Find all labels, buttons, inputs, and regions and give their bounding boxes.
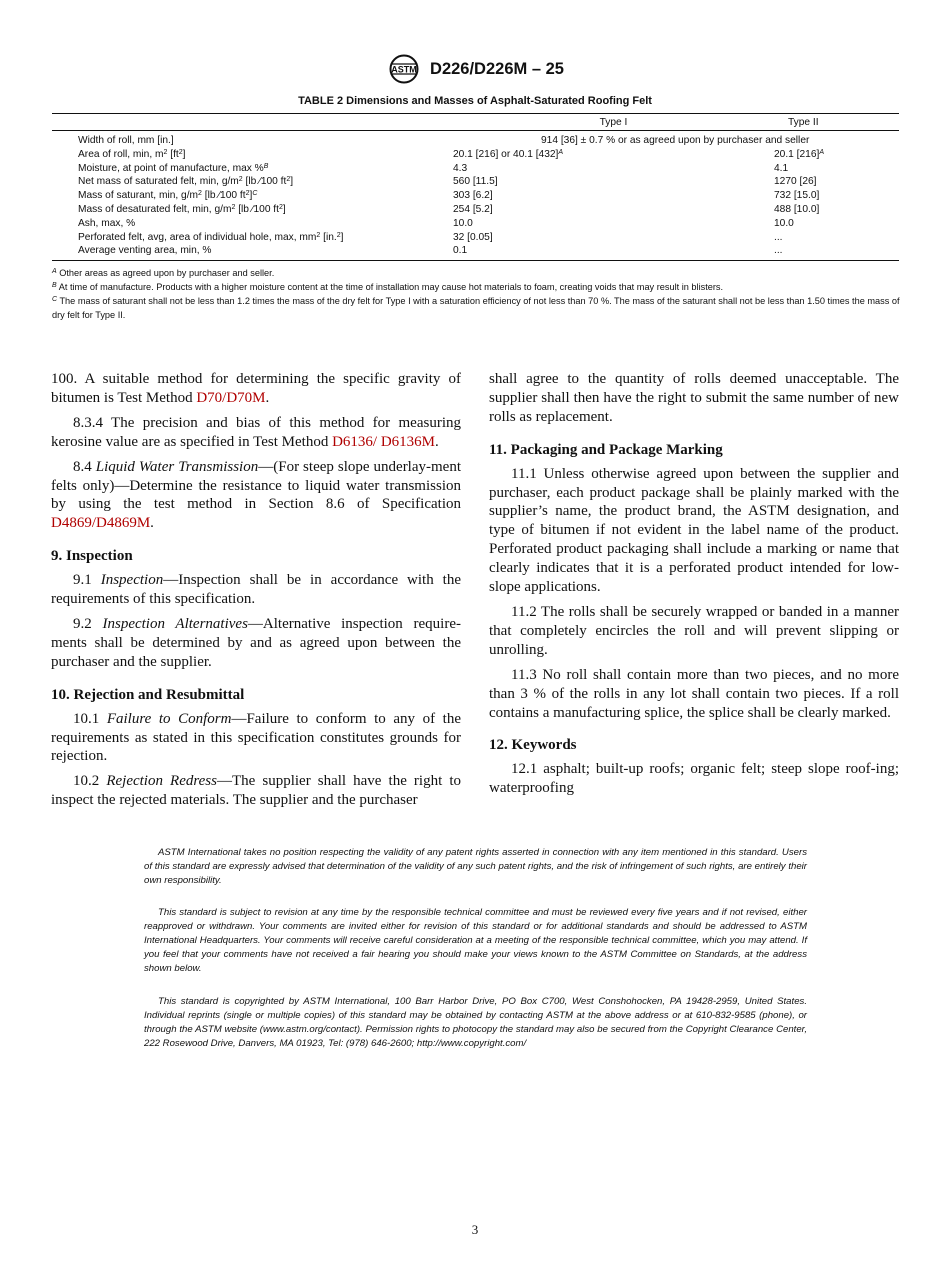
table-header-property xyxy=(52,114,453,131)
paragraph-10-2: 10.2 Rejection Redress—The supplier shall have the right to inspect the rejected materials. The supplier and the purchaser xyxy=(51,773,461,809)
astm-logo-text: ASTM xyxy=(391,64,417,75)
paragraph-10-2-end: shall agree to the quantity of rolls deemed unacceptable. The supplier shall then have the right to submit the same number of new rolls as replacement. xyxy=(489,371,899,425)
paragraph-8-3-3-end: 100. A suitable method for determining the specific gravity of bitumen is Test Method D70/D70M. xyxy=(51,371,461,406)
table-row xyxy=(52,203,899,217)
link-d70[interactable]: D70/D70M xyxy=(196,389,266,406)
paragraph-9-2: 9.2 Inspection Alternatives—Alternative inspection require-ments shall be determined by and as agreed upon between the purchaser and the supplier. xyxy=(51,615,461,670)
standard-designation: D226/D226M – 25 xyxy=(430,59,564,78)
link-d4869[interactable]: D4869/D4869M xyxy=(51,515,151,532)
section-heading-12: 12. Keywords xyxy=(489,737,577,754)
paragraph-8-3-4: 8.3.4 The precision and bias of this method for measuring kerosine value are as specified in Test Method D6136/ D6136M. xyxy=(51,414,461,450)
row-value-type-i: 560 [11.5] xyxy=(453,176,498,188)
table-header-type-i: Type I xyxy=(453,114,774,131)
row-value-type-i: 254 [5.2] xyxy=(453,203,493,215)
row-value-type-ii: 488 [10.0] xyxy=(774,203,820,215)
page-number: 3 xyxy=(471,1222,479,1237)
row-label: Perforated felt, avg, area of individual hole, max, $mm^2$ [in.$^2$] xyxy=(78,231,344,243)
row-value-type-ii: ... xyxy=(774,231,783,243)
table-row xyxy=(52,231,899,245)
link-d6136[interactable]: D6136/ D6136M xyxy=(332,433,436,450)
table-row xyxy=(52,217,899,231)
paragraph-9-1: 9.1 Inspection—Inspection shall be in accordance with the requirements of this specification. xyxy=(51,572,462,608)
dimensions-masses-table xyxy=(52,113,899,261)
row-value-type-ii: 4.1 xyxy=(774,162,789,174)
row-value-span: 914 [36] ± 0.7 % or as agreed upon by purchaser and seller xyxy=(541,135,810,146)
left-column xyxy=(51,370,461,816)
footnote-a: $^A$ Other areas as agreed upon by purchaser and seller. xyxy=(52,268,275,278)
table-row xyxy=(52,131,899,148)
revision-notice: This standard is subject to revision at any time by the responsible technical committee and must be reviewed every five years and if not revised, either reapproved or withdrawn. Your comments are invited either for revision of this standard or for additional standards and should be addressed to ASTM International Headquarters. Your comments will receive careful consideration at a meeting of the responsible technical committee, which you may attend. If you feel that your comments have not received a fair hearing you should make your views known to the ASTM Committee on Standards, at the address shown below. xyxy=(144,907,807,974)
row-label: Moisture, at point of manufacture, max %$^B$ xyxy=(78,162,269,174)
row-value-type-i: 10.0 xyxy=(453,217,473,229)
astm-logo-icon xyxy=(386,54,422,84)
footnote-c: $^C$ The mass of saturant shall not be less than 1.2 times the mass of the dry felt for Type I with a saturation efficiency of not less than 70 %. The mass of the saturant shall not be less than 1.50 times the mass of dry felt for Type II. xyxy=(52,296,900,320)
table-row xyxy=(52,175,899,189)
row-value-type-ii: 20.1 $[216]^A$ xyxy=(774,148,824,160)
table-row xyxy=(52,148,899,162)
row-value-type-i: 32 [0.05] xyxy=(453,231,493,243)
right-column xyxy=(489,370,899,804)
row-value-type-i: 4.3 xyxy=(453,162,468,174)
row-value-type-i: 0.1 xyxy=(453,244,774,260)
table-row xyxy=(52,189,899,203)
copyright-notice: This standard is copyrighted by ASTM International, 100 Barr Harbor Drive, PO Box C700, West Conshohocken, PA 19428-2959, United States. Individual reprints (single or multiple copies) of this standard may be obtained by contacting ASTM at the above address or at 610-832-9585 (phone), or through the ASTM website (www.astm.org/contact). Permission rights to photocopy the standard may also be secured from the Copyright Clearance Center, 222 Rosewood Drive, Danvers, MA 01923, Tel: (978) 646-2600; http://www.copyright.com/ xyxy=(144,996,807,1049)
patent-notice: ASTM International takes no position respecting the validity of any patent rights asserted in connection with any item mentioned in this standard. Users of this standard are expressly advised that determination of the validity of any such patent rights, and the risk of infringement of such rights, are entirely their own responsibility. xyxy=(144,847,807,886)
table-header-row xyxy=(52,114,899,131)
row-value-type-ii: 732 [15.0] xyxy=(774,190,820,202)
footnote-b: $^B$ At time of manufacture. Products with a higher moisture content at the time of installation may cause hot materials to foam, creating voids that may result in blisters. xyxy=(52,282,724,292)
paragraph-11-3: 11.3 No roll shall contain more than two pieces, and no more than 3 % of the rolls in any lot shall contain two pieces. If a roll contains a manufacturing splice, the splice shall be clearly marked. xyxy=(489,666,899,721)
row-label: Area of roll, min, $m^2$ $[ft^2]$ xyxy=(78,148,186,160)
paragraph-11-2: 11.2 The rolls shall be securely wrapped or banded in a manner that completely encircles the roll and will prevent slipping or unrolling. xyxy=(489,603,899,658)
row-value-type-ii: 10.0 xyxy=(774,217,794,229)
row-label: Ash, max, % xyxy=(78,217,136,229)
paragraph-10-1: 10.1 Failure to Conform—Failure to conform to any of the requirements as stated in this specification constitutes grounds for rejection. xyxy=(51,710,462,765)
row-label: Mass of desaturated felt, min, $g/m^2$ [lb ⁄100 $ft^2$] xyxy=(78,203,286,215)
row-label: Mass of saturant, min, $g/m^2$ [lb ⁄100 $ft^2]^C$ xyxy=(78,190,258,202)
section-heading-9: 9. Inspection xyxy=(51,548,133,565)
table-row xyxy=(52,162,899,176)
row-value-type-ii: 1270 [26] xyxy=(774,176,817,188)
row-value-type-i: 303 [6.2] xyxy=(453,190,493,202)
section-heading-11: 11. Packaging and Package Marking xyxy=(489,441,723,458)
paragraph-11-1: 11.1 Unless otherwise agreed upon between the supplier and purchaser, each product package shall be plainly marked with the supplier’s name, the product brand, the ASTM designation, and type of bitumen if not evident in the label name of the product. Perforated product packaging shall include a marking or name that clearly indicates that it is a perforated product intended for low-slope applications. xyxy=(489,465,899,596)
page-header xyxy=(0,54,950,84)
row-label: Width of roll, mm [in.] xyxy=(78,135,174,146)
table-header-type-ii: Type II xyxy=(774,114,899,131)
row-value-type-i: 20.1 [216] or 40.1 $[432]^A$ xyxy=(453,148,564,160)
row-label: Average venting area, min, % xyxy=(52,244,453,260)
row-label: Net mass of saturated felt, min, $g/m^2$ [lb ⁄100 $ft^2$] xyxy=(78,176,294,188)
section-heading-10: 10. Rejection and Resubmittal xyxy=(51,686,245,703)
paragraph-12-1: 12.1 asphalt; built-up roofs; organic felt; steep slope roof-ing; waterproofing xyxy=(489,761,899,797)
table-title: TABLE 2 Dimensions and Masses of Asphalt-Saturated Roofing Felt xyxy=(298,95,652,107)
table-row xyxy=(52,244,899,260)
paragraph-8-4: 8.4 Liquid Water Transmission—(For steep slope underlay-ment felts only)—Determine the resistance to liquid water transmission by using the test method in Section 8.6 of Specification D4869/D4869M. xyxy=(51,458,462,532)
row-value-type-ii: ... xyxy=(774,244,899,260)
